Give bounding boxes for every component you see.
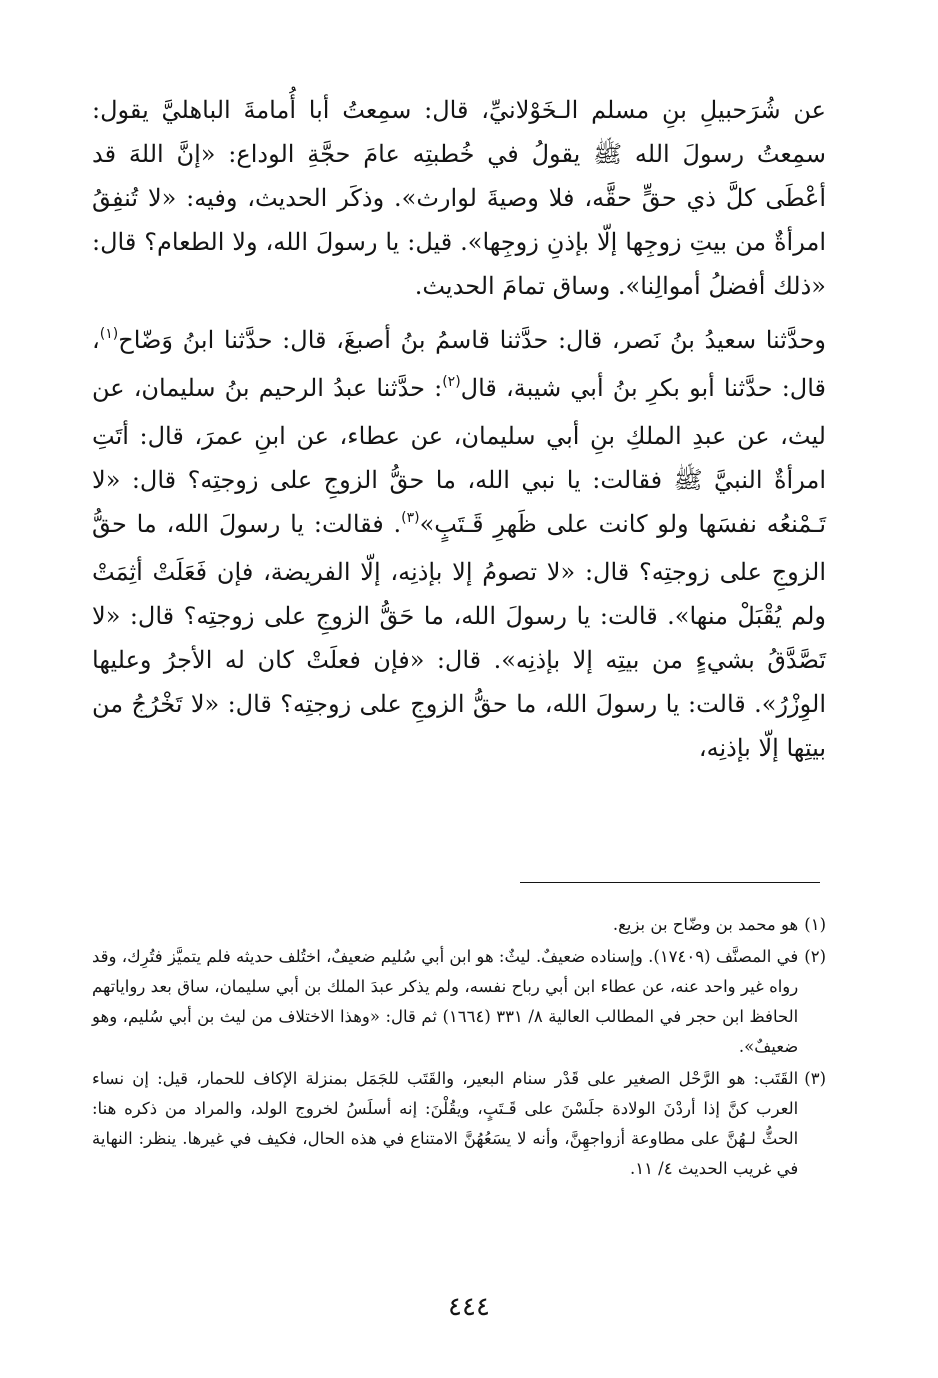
footnote-divider [520,882,820,883]
paragraph-2-text-3: : حدَّثنا عبدُ الرحيم بنُ سليمان، عن ليث، عن عبدِ الملكِ بنِ أبي سليمان، عن عطاء، عن ابنِ عمرَ، قال: أتَتِ امرأةٌ النبيَّ ﷺ فقالت: يا نبي الله، ما حقُّ الزوجِ على زوجتِه؟ قال: «لا تَـمْنعُه نفسَها ولو كانت على ظَهرِ قَـتَبٍ» [92,374,826,538]
footnote-text: القَتَب: هو الرَّحْل الصغير على قَدْر سنام البعير، والقَتَب للجَمَل بمنزلة الإكاف للحمار، قيل: إن نساء العرب كنَّ إذا أردْنَ الولادة جلَسْنَ على قَـتَبٍ، ويقُلْنَ: إنه أسلَسُ لخروج الولد، والمراد من ذكره هنا: الحثُّ لـهُنَّ على مطاوعة أزواجهِنَّ، وأنه لا يسَعُهُنَّ الامتناع في هذه الحال، فكيف في غيرها. ينظر: النهاية في غريب الحديث ٤/ ١١. [92,1069,799,1178]
footnote-2 [92,942,826,1062]
footnote-3 [92,1064,826,1184]
footnote-number: (٣) [804,1069,826,1088]
footnote-number: (٢) [804,947,826,966]
footnote-text: هو محمد بن وضّاح بن بزيع. [612,915,799,934]
footnote-ref-1: (١) [99,326,119,342]
footnote-1 [92,910,826,940]
main-text [92,88,826,770]
footnote-text: في المصنَّف (١٧٤٠٩). وإسناده ضعيفٌ. ليثٌ: هو ابن أبي سُليم ضعيفٌ، اختُلف حديثه فلم يتميَّز فتُرِك، وقد رواه غير واحد عنه، عن عطاء ابن أبي رباح نفسه، ولم يذكر عبدَ الملك بن أبي سليمان، ساق بعد رواياتهم الحافظ ابن حجر في المطالب العالية ٨/ ٣٣١ (١٦٦٤) ثم قال: «وهذا الاختلاف من ليث بن أبي سُليم، وهو ضعيفٌ». [92,947,799,1056]
paragraph-2-text-1: وحدَّثنا سعيدُ بنُ نَصر، قال: حدَّثنا قاسمُ بنُ أصبغَ، قال: حدَّثنا ابنُ وَضّاح [118,326,826,354]
footnote-ref-2: (٢) [442,374,461,390]
paragraph-2 [92,318,826,770]
paragraph-2-text-2: ، قال: حدَّثنا أبو بكرِ بنُ أبي شيبة، قال [92,326,827,402]
footnotes [92,910,826,1186]
paragraph-1: عن شُرَحبيلِ بنِ مسلم الـخَوْلانيِّ، قال: سمِعتُ أبا أُمامةَ الباهليَّ يقول: سمِعتُ رسولَ الله ﷺ يقولُ في خُطبتِه عامَ حجَّةِ الوداع: «إنَّ اللهَ قد أعْطَى كلَّ ذي حقٍّ حقَّه، فلا وصيةَ لوارث». وذكَر الحديث، وفيه: «لا تُنفِقُ امرأةٌ من بيتِ زوجِها إلّا بإذنِ زوجِها». قيل: يا رسولَ الله، ولا الطعام؟ قال: «ذلك أفضلُ أموالِنا». وساق تمامَ الحديث. [92,96,826,300]
footnote-number: (١) [804,915,826,934]
paragraph-2-text-4: . فقالت: يا رسولَ الله، ما حقُّ الزوجِ على زوجتِه؟ قال: «لا تصومُ إلا بإذنِه، إلّا الفريضة، فإن فَعَلَتْ أثِمَتْ ولم يُقْبَلْ منها». قالت: يا رسولَ الله، ما حَقُّ الزوجِ على زوجتِه؟ قال: «لا تَصَّدَّقُ بشيءٍ من بيتِه إلا بإذنِه». قال: «فإن فعلَتْ كان له الأجرُ وعليها الوِزْرُ». قالت: يا رسولَ الله، ما حقُّ الزوجِ على زوجتِه؟ قال: «لا تَخْرُجُ من بيتِها إلّا بإذنِه، [92,510,826,762]
page-number: ٤٤٤ [448,1292,490,1322]
footnote-ref-3: (٣) [401,510,420,526]
